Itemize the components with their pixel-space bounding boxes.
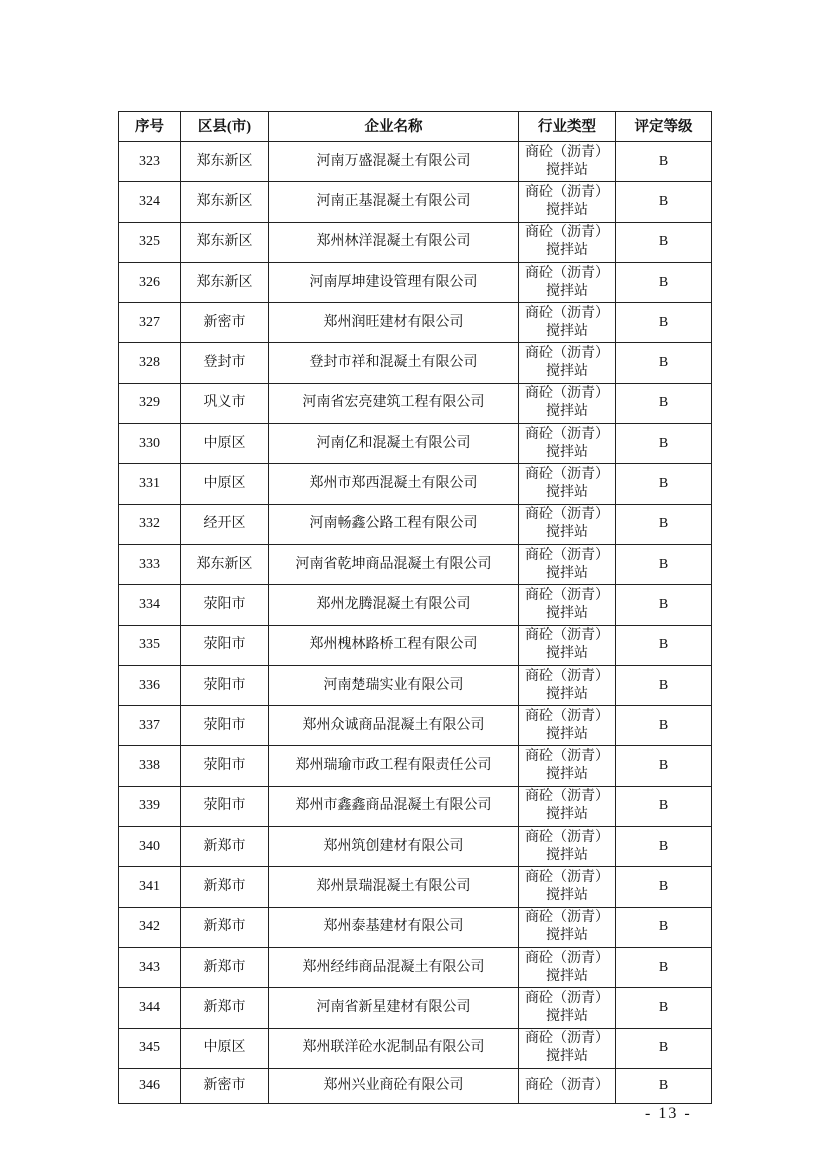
header-industry: 行业类型 xyxy=(519,112,616,142)
row-district: 新郑市 xyxy=(181,827,269,867)
row-number: 336 xyxy=(119,665,181,705)
row-industry xyxy=(519,504,616,544)
row-grade: B xyxy=(616,907,712,947)
row-company: 郑州市郑西混凝土有限公司 xyxy=(269,464,519,504)
row-district: 郑东新区 xyxy=(181,262,269,302)
header-district: 区县(市) xyxy=(181,112,269,142)
industry-line: 商砼（沥青） xyxy=(525,346,609,362)
industry-line: 商砼（沥青） xyxy=(525,305,609,321)
row-number: 342 xyxy=(119,907,181,947)
row-industry xyxy=(519,464,616,504)
row-industry xyxy=(519,867,616,907)
row-district: 郑东新区 xyxy=(181,544,269,584)
row-district: 荥阳市 xyxy=(181,746,269,786)
header-no: 序号 xyxy=(119,112,181,142)
row-industry xyxy=(519,827,616,867)
row-grade: B xyxy=(616,262,712,302)
table-row xyxy=(119,182,712,222)
enterprise-rating-table xyxy=(118,111,712,1104)
row-number: 325 xyxy=(119,222,181,262)
industry-line: 搅拌站 xyxy=(546,686,588,702)
row-industry xyxy=(519,786,616,826)
industry-line: 商砼（沥青） xyxy=(525,547,609,563)
row-number: 343 xyxy=(119,947,181,987)
row-company: 郑州景瑞混凝土有限公司 xyxy=(269,867,519,907)
row-company: 郑州市鑫鑫商品混凝土有限公司 xyxy=(269,786,519,826)
row-company: 郑州瑞瑜市政工程有限责任公司 xyxy=(269,746,519,786)
row-district: 新郑市 xyxy=(181,907,269,947)
table-row xyxy=(119,142,712,182)
industry-line: 商砼（沥青） xyxy=(525,789,609,805)
industry-line: 搅拌站 xyxy=(546,807,588,823)
industry-line: 商砼（沥青） xyxy=(525,628,609,644)
industry-line: 搅拌站 xyxy=(546,162,588,178)
row-district: 经开区 xyxy=(181,504,269,544)
row-industry xyxy=(519,907,616,947)
industry-line: 商砼（沥青） xyxy=(525,829,609,845)
row-industry xyxy=(519,262,616,302)
industry-line: 搅拌站 xyxy=(546,968,588,984)
row-grade: B xyxy=(616,706,712,746)
table-row xyxy=(119,665,712,705)
row-district: 登封市 xyxy=(181,343,269,383)
row-company: 郑州槐林路桥工程有限公司 xyxy=(269,625,519,665)
row-company: 河南省新星建材有限公司 xyxy=(269,988,519,1028)
table-row xyxy=(119,988,712,1028)
row-company: 郑州润旺建材有限公司 xyxy=(269,303,519,343)
industry-line: 搅拌站 xyxy=(546,928,588,944)
row-number: 324 xyxy=(119,182,181,222)
row-number: 331 xyxy=(119,464,181,504)
row-industry xyxy=(519,383,616,423)
industry-line: 商砼（沥青） xyxy=(525,910,609,926)
industry-line: 商砼（沥青） xyxy=(525,265,609,281)
row-district: 郑东新区 xyxy=(181,182,269,222)
table-row xyxy=(119,424,712,464)
row-district: 荥阳市 xyxy=(181,706,269,746)
industry-line: 搅拌站 xyxy=(546,525,588,541)
table-row xyxy=(119,544,712,584)
table-row xyxy=(119,383,712,423)
row-grade: B xyxy=(616,182,712,222)
row-grade: B xyxy=(616,585,712,625)
row-grade: B xyxy=(616,1028,712,1068)
row-grade: B xyxy=(616,142,712,182)
row-company: 郑州众诚商品混凝土有限公司 xyxy=(269,706,519,746)
row-district: 中原区 xyxy=(181,424,269,464)
row-grade: B xyxy=(616,222,712,262)
table-row xyxy=(119,867,712,907)
industry-line: 搅拌站 xyxy=(546,243,588,259)
table-row xyxy=(119,907,712,947)
industry-line: 商砼（沥青） xyxy=(525,749,609,765)
row-number: 332 xyxy=(119,504,181,544)
row-number: 338 xyxy=(119,746,181,786)
row-company: 河南省乾坤商品混凝土有限公司 xyxy=(269,544,519,584)
table-header-row xyxy=(119,112,712,142)
row-company: 河南楚瑞实业有限公司 xyxy=(269,665,519,705)
industry-line: 商砼（沥青） xyxy=(525,225,609,241)
row-number: 326 xyxy=(119,262,181,302)
row-number: 328 xyxy=(119,343,181,383)
row-grade: B xyxy=(616,867,712,907)
row-company: 河南万盛混凝土有限公司 xyxy=(269,142,519,182)
industry-line: 搅拌站 xyxy=(546,887,588,903)
row-number: 339 xyxy=(119,786,181,826)
row-industry xyxy=(519,665,616,705)
industry-line: 搅拌站 xyxy=(546,565,588,581)
industry-line: 搅拌站 xyxy=(546,404,588,420)
row-company: 郑州泰基建材有限公司 xyxy=(269,907,519,947)
industry-line: 搅拌站 xyxy=(546,1008,588,1024)
row-number: 345 xyxy=(119,1028,181,1068)
row-company: 河南亿和混凝土有限公司 xyxy=(269,424,519,464)
industry-line: 商砼（沥青） xyxy=(525,184,609,200)
row-industry xyxy=(519,142,616,182)
row-district: 荥阳市 xyxy=(181,625,269,665)
industry-line: 商砼（沥青） xyxy=(525,507,609,523)
table-row xyxy=(119,1068,712,1103)
row-industry xyxy=(519,303,616,343)
row-district: 荥阳市 xyxy=(181,665,269,705)
row-industry xyxy=(519,1028,616,1068)
industry-line: 商砼（沥青） xyxy=(525,668,609,684)
industry-line: 搅拌站 xyxy=(546,364,588,380)
table-row xyxy=(119,222,712,262)
row-company: 河南正基混凝土有限公司 xyxy=(269,182,519,222)
row-grade: B xyxy=(616,827,712,867)
row-district: 新郑市 xyxy=(181,867,269,907)
row-district: 新密市 xyxy=(181,303,269,343)
row-company: 郑州联洋砼水泥制品有限公司 xyxy=(269,1028,519,1068)
row-district: 荥阳市 xyxy=(181,786,269,826)
row-company: 郑州龙腾混凝土有限公司 xyxy=(269,585,519,625)
row-number: 329 xyxy=(119,383,181,423)
row-industry xyxy=(519,424,616,464)
row-industry xyxy=(519,988,616,1028)
industry-line: 商砼（沥青） xyxy=(525,950,609,966)
industry-line: 搅拌站 xyxy=(546,646,588,662)
row-number: 337 xyxy=(119,706,181,746)
industry-line: 搅拌站 xyxy=(546,726,588,742)
row-grade: B xyxy=(616,343,712,383)
row-district: 新郑市 xyxy=(181,947,269,987)
row-grade: B xyxy=(616,665,712,705)
table-row xyxy=(119,303,712,343)
table-row xyxy=(119,706,712,746)
row-number: 340 xyxy=(119,827,181,867)
table-row xyxy=(119,746,712,786)
row-company: 登封市祥和混凝土有限公司 xyxy=(269,343,519,383)
industry-line: 商砼（沥青） xyxy=(525,144,609,160)
row-number: 330 xyxy=(119,424,181,464)
row-grade: B xyxy=(616,988,712,1028)
row-company: 郑州筑创建材有限公司 xyxy=(269,827,519,867)
row-number: 327 xyxy=(119,303,181,343)
row-industry xyxy=(519,585,616,625)
row-company: 郑州经纬商品混凝土有限公司 xyxy=(269,947,519,987)
industry-line: 搅拌站 xyxy=(546,1049,588,1065)
industry-line: 搅拌站 xyxy=(546,283,588,299)
row-company: 河南畅鑫公路工程有限公司 xyxy=(269,504,519,544)
row-industry xyxy=(519,182,616,222)
row-grade: B xyxy=(616,625,712,665)
industry-line: 商砼（沥青） xyxy=(525,467,609,483)
table-row xyxy=(119,625,712,665)
page-number: - 13 - xyxy=(645,1105,692,1122)
row-grade: B xyxy=(616,746,712,786)
table-row xyxy=(119,827,712,867)
row-district: 郑东新区 xyxy=(181,222,269,262)
row-number: 333 xyxy=(119,544,181,584)
industry-line: 商砼（沥青） xyxy=(525,990,609,1006)
industry-line: 搅拌站 xyxy=(546,444,588,460)
row-grade: B xyxy=(616,1068,712,1103)
row-number: 344 xyxy=(119,988,181,1028)
header-company: 企业名称 xyxy=(269,112,519,142)
industry-line: 搅拌站 xyxy=(546,202,588,218)
industry-line: 商砼（沥青） xyxy=(525,1031,609,1047)
row-industry xyxy=(519,706,616,746)
row-company: 河南厚坤建设管理有限公司 xyxy=(269,262,519,302)
row-district: 中原区 xyxy=(181,464,269,504)
table-row xyxy=(119,1028,712,1068)
industry-line: 搅拌站 xyxy=(546,605,588,621)
industry-line: 搅拌站 xyxy=(546,323,588,339)
row-company: 河南省宏亮建筑工程有限公司 xyxy=(269,383,519,423)
table-row xyxy=(119,464,712,504)
row-grade: B xyxy=(616,464,712,504)
row-grade: B xyxy=(616,786,712,826)
row-district: 新密市 xyxy=(181,1068,269,1103)
row-industry xyxy=(519,947,616,987)
industry-line: 商砼（沥青） xyxy=(525,587,609,603)
row-district: 中原区 xyxy=(181,1028,269,1068)
table-row xyxy=(119,585,712,625)
row-industry xyxy=(519,222,616,262)
industry-line: 商砼（沥青） xyxy=(525,426,609,442)
table-body xyxy=(119,142,712,1104)
row-number: 323 xyxy=(119,142,181,182)
row-company: 郑州兴业商砼有限公司 xyxy=(269,1068,519,1103)
industry-line: 商砼（沥青） xyxy=(525,386,609,402)
row-district: 新郑市 xyxy=(181,988,269,1028)
row-district: 荥阳市 xyxy=(181,585,269,625)
industry-line: 商砼（沥青） xyxy=(525,1077,609,1093)
row-industry xyxy=(519,746,616,786)
row-grade: B xyxy=(616,504,712,544)
row-company: 郑州林洋混凝土有限公司 xyxy=(269,222,519,262)
row-district: 巩义市 xyxy=(181,383,269,423)
industry-line: 搅拌站 xyxy=(546,767,588,783)
row-number: 335 xyxy=(119,625,181,665)
header-grade: 评定等级 xyxy=(616,112,712,142)
row-grade: B xyxy=(616,383,712,423)
industry-line: 搅拌站 xyxy=(546,485,588,501)
table-row xyxy=(119,262,712,302)
industry-line: 商砼（沥青） xyxy=(525,708,609,724)
table-row xyxy=(119,343,712,383)
row-grade: B xyxy=(616,947,712,987)
industry-line: 商砼（沥青） xyxy=(525,869,609,885)
row-grade: B xyxy=(616,544,712,584)
row-district: 郑东新区 xyxy=(181,142,269,182)
row-industry xyxy=(519,544,616,584)
row-industry xyxy=(519,625,616,665)
table-row xyxy=(119,786,712,826)
row-grade: B xyxy=(616,424,712,464)
industry-line: 搅拌站 xyxy=(546,847,588,863)
row-grade: B xyxy=(616,303,712,343)
row-industry xyxy=(519,1068,616,1103)
row-industry xyxy=(519,343,616,383)
row-number: 346 xyxy=(119,1068,181,1103)
table-row xyxy=(119,504,712,544)
row-number: 334 xyxy=(119,585,181,625)
row-number: 341 xyxy=(119,867,181,907)
table-row xyxy=(119,947,712,987)
